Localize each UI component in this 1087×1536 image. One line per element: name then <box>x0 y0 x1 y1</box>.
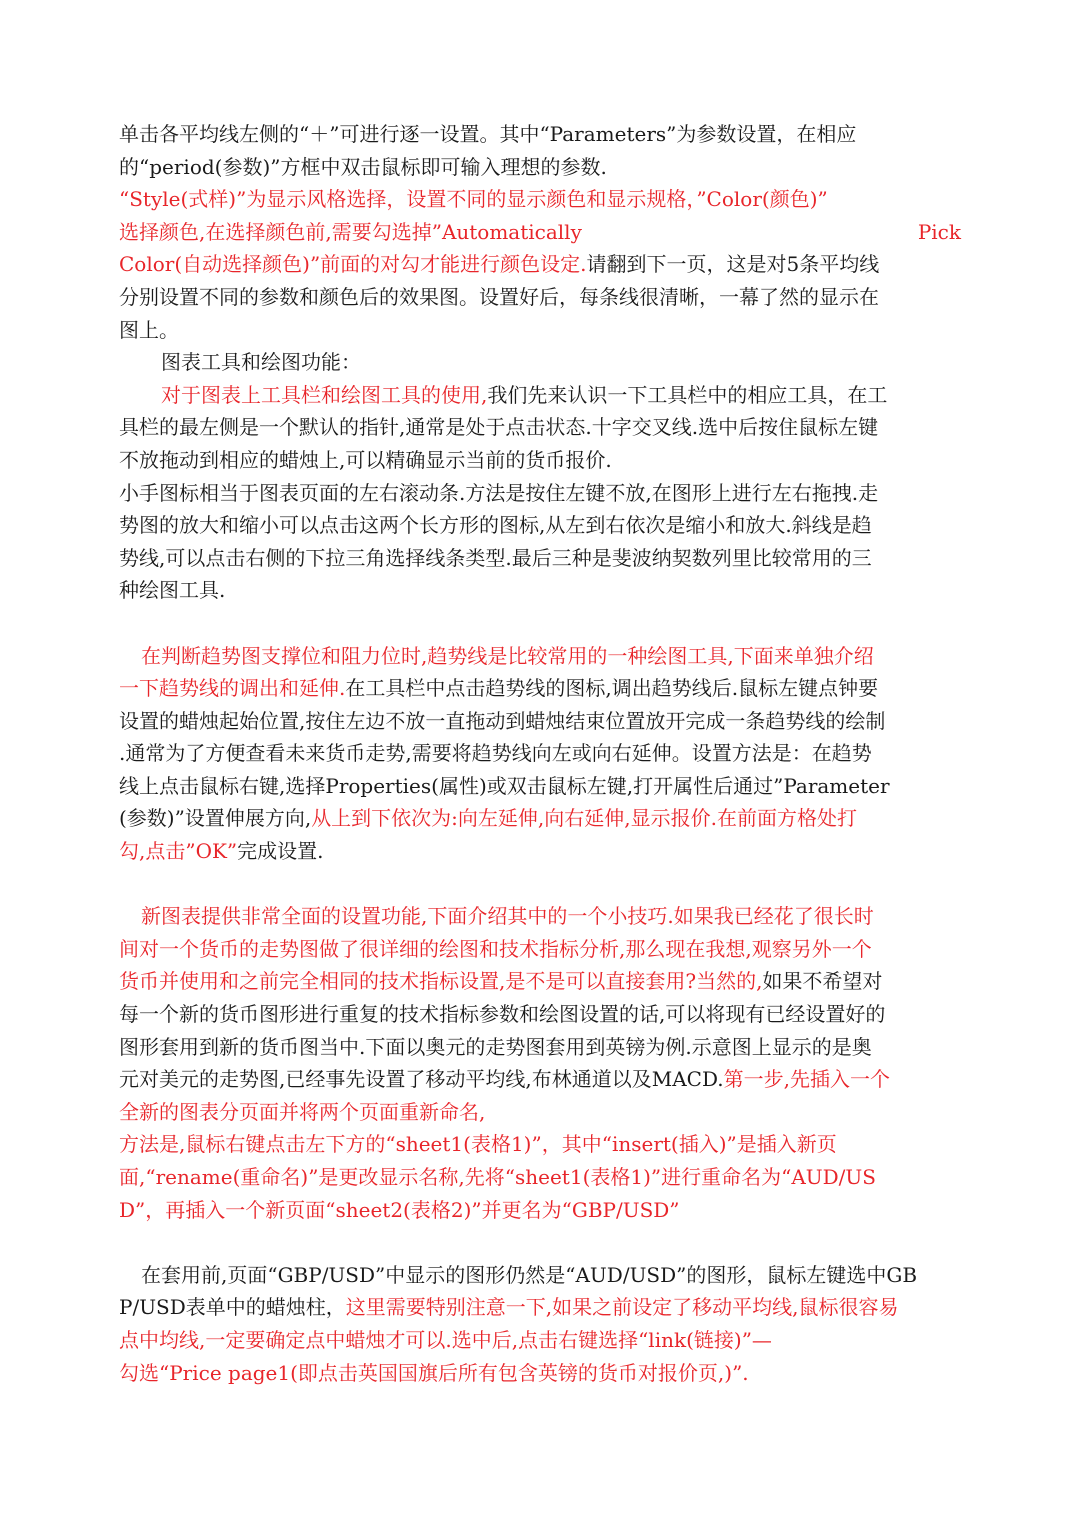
blank-line <box>119 868 961 901</box>
blank-line <box>119 1226 961 1259</box>
paragraph-line <box>119 216 961 249</box>
paragraph-line: 图形套用到新的货币图当中.下面以奥元的走势图套用到英镑为例.示意图上显示的是奥 <box>119 1034 872 1059</box>
paragraph-line: 方法是,鼠标右键点击左下方的“sheet1(表格1)”，其中“insert(插入)”是插入新页 <box>119 1132 837 1157</box>
text-span: 货币并使用和之前完全相同的技术指标设置,是不是可以直接套用?当然的, <box>119 969 763 994</box>
paragraph-line: 点中均线,一定要确定点中蜡烛才可以.选中后,点击右键选择“link(链接)”— <box>119 1327 772 1352</box>
text-span: 勾,点击”OK” <box>119 839 238 864</box>
paragraph-line: 在判断趋势图支撑位和阻力位时,趋势线是比较常用的一种绘图工具,下面来单独介绍 <box>141 643 874 668</box>
text-span: 元对美元的走势图,已经事先设置了移动平均线,布林通道以及MACD. <box>119 1067 724 1092</box>
paragraph-line: 图上。 <box>119 317 179 342</box>
text-span: 请翻到下一页，这是对5条平均线 <box>586 252 880 277</box>
text-span: (参数)”设置伸展方向, <box>119 806 312 831</box>
paragraph-line <box>119 672 961 705</box>
section-heading: 图表工具和绘图功能： <box>161 350 361 375</box>
text-span: P/USD表单中的蜡烛柱， <box>119 1295 346 1320</box>
paragraph-line: 小手图标相当于图表页面的左右滚动条.方法是按住左键不放,在图形上进行左右拖拽.走 <box>119 480 879 505</box>
paragraph-line: 设置的蜡烛起始位置,按住左边不放一直拖动到蜡烛结束位置放开完成一条趋势线的绘制 <box>119 708 886 733</box>
paragraph-line: 面,“rename(重命名)”是更改显示名称,先将“sheet1(表格1)”进行重命名为“AUD/US <box>119 1165 876 1189</box>
text-span: 对于图表上工具栏和绘图工具的使用, <box>161 382 488 407</box>
text-span: Color(自动选择颜色)”前面的对勾才能进行颜色设定. <box>119 252 587 277</box>
paragraph-line <box>119 379 961 412</box>
paragraph-line: 全新的图表分页面并将两个页面重新命名, <box>119 1099 486 1124</box>
document-page <box>119 118 961 1389</box>
paragraph-line: 新图表提供非常全面的设置功能,下面介绍其中的一个小技巧.如果我已经花了很长时 <box>141 904 874 929</box>
paragraph-line: 单击各平均线左侧的“＋”可进行逐一设置。其中“Parameters”为参数设置，在相应 <box>119 122 857 146</box>
paragraph-line <box>119 965 961 998</box>
paragraph-line: 具栏的最左侧是一个默认的指针,通常是处于点击状态.十字交叉线.选中后按住鼠标左键 <box>119 415 879 440</box>
paragraph-line: “Style(式样)”为显示风格选择，设置不同的显示颜色和显示规格，”Color(颜色)” <box>119 187 828 212</box>
text-span: 一下趋势线的调出和延伸. <box>119 676 346 701</box>
paragraph-line: 不放拖动到相应的蜡烛上,可以精确显示当前的货币报价. <box>119 447 612 472</box>
paragraph-line: 线上点击鼠标右键,选择Properties(属性)或双击鼠标左键,打开属性后通过”Parameter <box>119 773 890 798</box>
paragraph-line <box>119 802 961 835</box>
text-span: 我们先来认识一下工具栏中的相应工具，在工 <box>487 382 888 407</box>
paragraph-line: .通常为了方便查看未来货币走势,需要将趋势线向左或向右延伸。设置方法是：在趋势 <box>119 741 872 766</box>
text-span: 完成设置. <box>237 839 324 864</box>
text-span: 这里需要特别注意一下,如果之前设定了移动平均线,鼠标很容易 <box>345 1295 899 1320</box>
text-span: 从上到下依次为:向左延伸,向右延伸,显示报价.在前面方格处打 <box>311 806 857 831</box>
paragraph-line: 分别设置不同的参数和颜色后的效果图。设置好后，每条线很清晰，一幕了然的显示在 <box>119 284 879 309</box>
paragraph-line <box>119 1063 961 1096</box>
paragraph-line: 每一个新的货币图形进行重复的技术指标参数和绘图设置的话,可以将现有已经设置好的 <box>119 1002 886 1027</box>
text-span: 在工具栏中点击趋势线的图标,调出趋势线后.鼠标左键点钟要 <box>345 676 879 701</box>
paragraph-line: D”，再插入一个新页面“sheet2(表格2)”并更名为“GBP/USD” <box>119 1197 680 1222</box>
paragraph-line: 势图的放大和缩小可以点击这两个长方形的图标,从左到右依次是缩小和放大.斜线是趋 <box>119 513 872 538</box>
paragraph-line <box>119 835 961 868</box>
paragraph-line: 间对一个货币的走势图做了很详细的绘图和技术指标分析,那么现在我想,观察另外一个 <box>119 936 872 961</box>
text-span: Pick <box>917 219 961 244</box>
text-span: 选择颜色,在选择颜色前,需要勾选掉”Automatically <box>119 219 582 244</box>
text-span: 第一步,先插入一个 <box>723 1067 890 1092</box>
paragraph-line: 势线,可以点击右侧的下拉三角选择线条类型.最后三种是斐波纳契数列里比较常用的三 <box>119 545 872 570</box>
paragraph-line <box>119 1291 961 1324</box>
paragraph-line: 的“period(参数)”方框中双击鼠标即可输入理想的参数. <box>119 154 607 179</box>
text-span: 如果不希望对 <box>762 969 883 994</box>
paragraph-line: 在套用前,页面“GBP/USD”中显示的图形仍然是“AUD/USD”的图形，鼠标左键选中GB <box>141 1262 918 1287</box>
paragraph-line <box>119 248 961 281</box>
paragraph-line: 勾选“Price page1(即点击英国国旗后所有包含英镑的货币对报价页,)”. <box>119 1360 749 1385</box>
blank-line <box>119 607 961 640</box>
paragraph-line: 种绘图工具. <box>119 578 226 603</box>
